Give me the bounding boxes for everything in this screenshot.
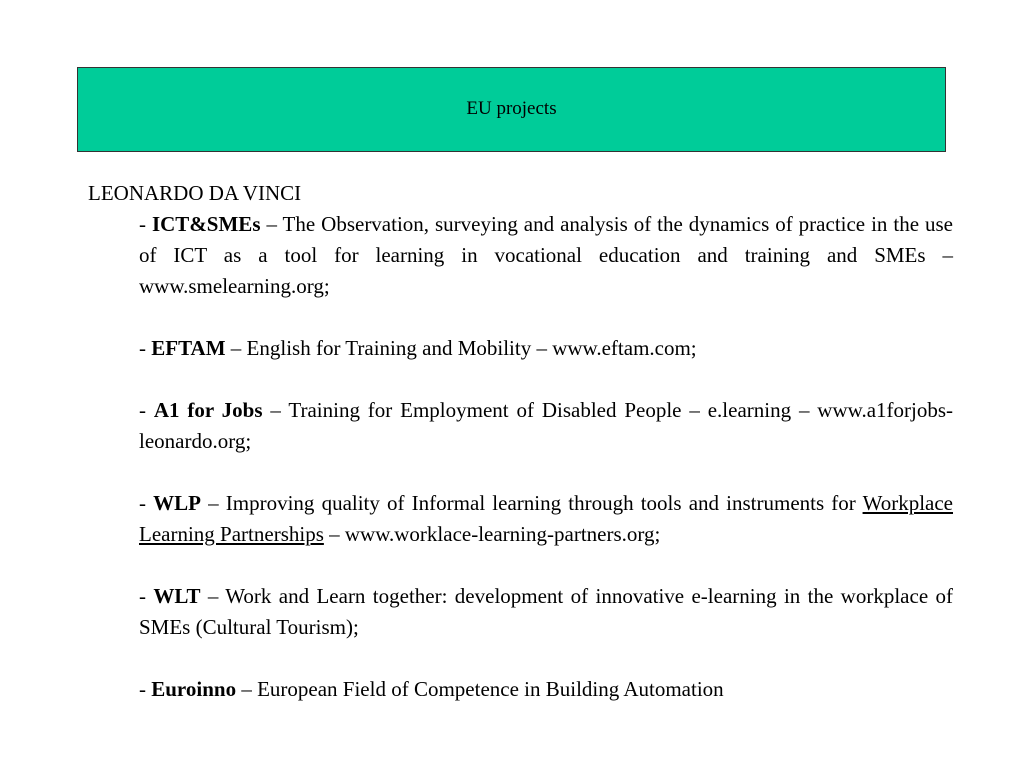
item-dash: - [139, 491, 154, 515]
project-item-ictsmes [139, 209, 953, 302]
project-list [139, 209, 953, 705]
item-dash: - [139, 584, 154, 608]
project-name: Euroinno [151, 677, 237, 701]
title-box [77, 67, 946, 152]
item-dash: - [139, 212, 152, 236]
project-description: – Work and Learn together: development of innovative e-learning in the workplace of SMEs (Cultural Tourism); [139, 584, 953, 639]
slide-title: EU projects [466, 98, 557, 119]
project-item-a1-for-jobs [139, 395, 953, 457]
workplace-learning-partnerships-link[interactable]: Workplace Learning Partnerships [139, 491, 953, 546]
project-name: A1 for Jobs [153, 398, 263, 422]
project-description: – European Field of Competence in Building Automation [236, 677, 724, 701]
project-description: – English for Training and Mobility – www.eftam.com; [225, 336, 697, 360]
section-heading: LEONARDO DA VINCI [88, 181, 302, 205]
project-item-wlp [139, 488, 953, 550]
item-dash: - [139, 398, 154, 422]
project-description: – Improving quality of Informal learning through tools and instruments for [200, 491, 863, 515]
project-name: ICT&SMEs [151, 212, 261, 236]
project-name: WLT [153, 584, 201, 608]
project-description: – Training for Employment of Disabled People – e.learning – www.a1forjobs-leonardo.org; [139, 398, 953, 453]
project-item-euroinno [139, 674, 953, 705]
project-item-eftam [139, 333, 953, 364]
project-item-wlt [139, 581, 953, 643]
item-dash: - [139, 677, 152, 701]
item-dash: - [139, 336, 152, 360]
project-description: – The Observation, surveying and analysis of the dynamics of practice in the use of ICT as a tool for learning in vocational education and training and SMEs – www.smelearning.org; [139, 212, 953, 298]
project-name: EFTAM [151, 336, 226, 360]
project-name: WLP [153, 491, 201, 515]
project-description-end: – www.worklace-learning-partners.org; [323, 522, 661, 546]
